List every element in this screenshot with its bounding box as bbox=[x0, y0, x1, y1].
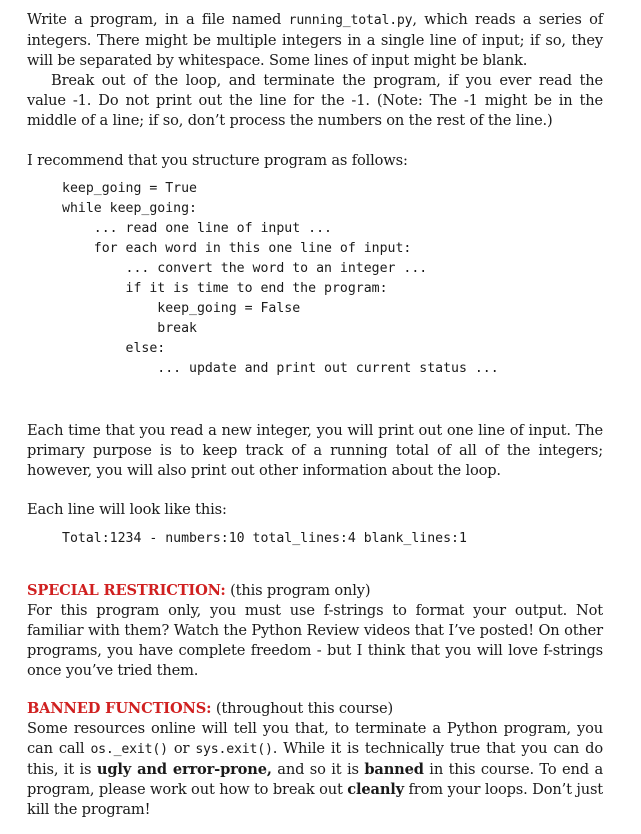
banned-text: or bbox=[167, 740, 196, 757]
document-page bbox=[27, 10, 603, 820]
structure-intro: I recommend that you structure program as follows: bbox=[27, 152, 408, 169]
banned-text: . While it is technically true that you can do this, it is bbox=[27, 740, 603, 778]
code-line: break bbox=[62, 321, 197, 336]
banned-functions-heading: BANNED FUNCTIONS: bbox=[27, 700, 212, 717]
special-restriction-body: For this program only, you must use f-strings to format your output. Not familiar with them? Watch the Python Review videos that I’ve posted! On other programs, you have complete freedom - but I think that you will love f-strings once you’ve tried them. bbox=[27, 602, 603, 679]
banned-text: and so it is bbox=[271, 761, 365, 778]
code-line: if it is time to end the program: bbox=[62, 281, 388, 296]
intro-text-start: Write a program, in a file named bbox=[27, 11, 289, 28]
banned-text: Some resources online will tell you that, to terminate a Python program, you can call bbox=[27, 720, 603, 757]
banned-text: in this course. To end a program, please work out how to break out bbox=[27, 761, 603, 798]
line-format-intro: Each line will look like this: bbox=[27, 501, 227, 518]
code-line: keep_going = True bbox=[62, 181, 197, 196]
special-restriction-scope: (this program only) bbox=[225, 582, 371, 599]
code-line: ... update and print out current status ... bbox=[62, 361, 499, 376]
sample-output-line: Total:1234 - numbers:10 total_lines:4 blank_lines:1 bbox=[62, 531, 467, 546]
sys-exit-code: sys.exit() bbox=[195, 742, 273, 757]
code-line: while keep_going: bbox=[62, 201, 197, 216]
pseudocode-block bbox=[27, 179, 603, 379]
code-line: for each word in this one line of input: bbox=[62, 241, 412, 256]
banned-functions-section bbox=[27, 699, 603, 820]
intro-paragraph bbox=[27, 10, 603, 71]
code-line: keep_going = False bbox=[62, 301, 301, 316]
output-description: Each time that you read a new integer, you will print out one line of input. The primary purpose is to keep track of a running total of all of the integers; however, you will also print out other information about the loop. bbox=[27, 422, 603, 479]
termination-paragraph: Break out of the loop, and terminate the program, if you ever read the value -1. Do not print out the line for the -1. (Note: The -1 might be in the middle of a line; if so, don’t process the numbers on the rest of the line.) bbox=[27, 72, 603, 129]
ugly-error-prone-bold: ugly and error-prone, bbox=[96, 761, 272, 778]
banned-functions-scope: (throughout this course) bbox=[211, 700, 394, 717]
banned-bold: banned bbox=[364, 761, 424, 778]
os-exit-code: os._exit() bbox=[90, 742, 168, 757]
code-line: else: bbox=[62, 341, 166, 356]
code-line: ... read one line of input ... bbox=[62, 221, 332, 236]
code-line: ... convert the word to an integer ... bbox=[62, 261, 428, 276]
intro-text-end: , which reads a series of integers. There might be multiple integers in a single line of input; if so, they will be separated by whitespace. Some lines of input might be blank. bbox=[27, 11, 603, 69]
cleanly-bold: cleanly bbox=[347, 781, 405, 798]
special-restriction-section bbox=[27, 581, 603, 681]
special-restriction-heading: SPECIAL RESTRICTION: bbox=[27, 582, 226, 599]
filename-code: running_total.py bbox=[288, 13, 413, 28]
banned-text: from your loops. Don’t just kill the program! bbox=[27, 781, 604, 818]
